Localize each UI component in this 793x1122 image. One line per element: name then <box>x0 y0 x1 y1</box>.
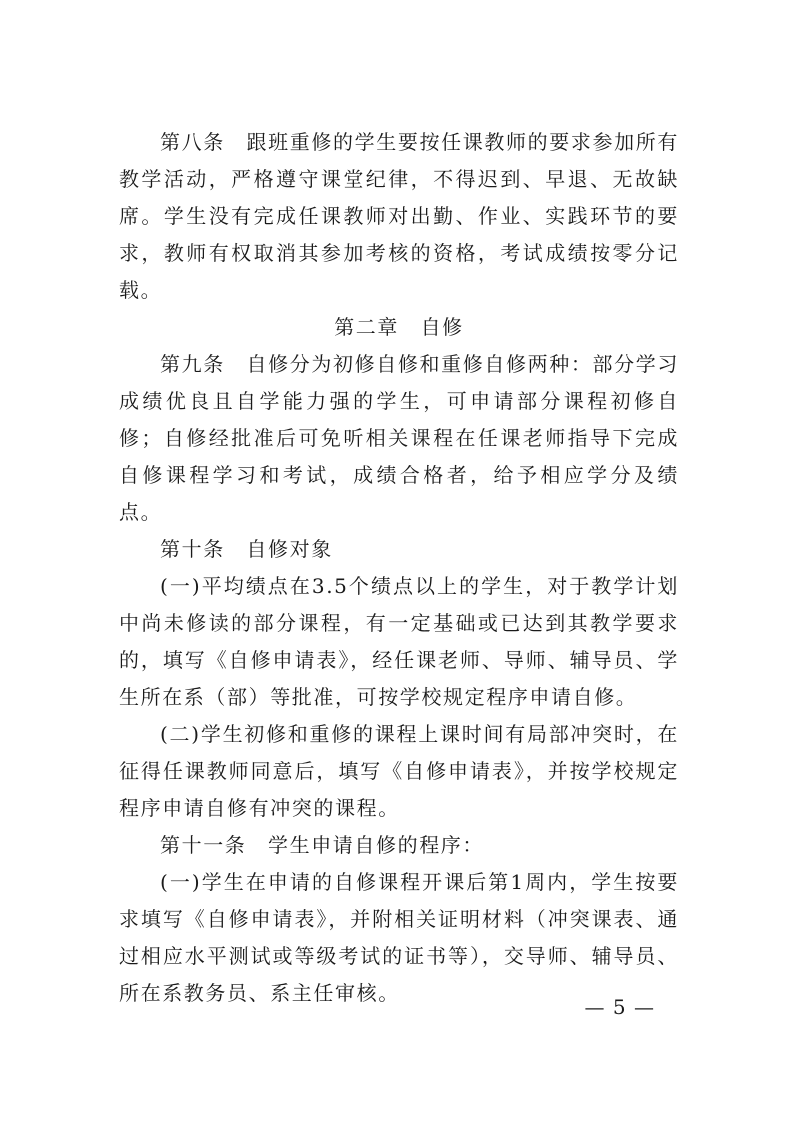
document-body <box>119 124 679 1012</box>
chapter-heading: 第二章 自修 <box>334 315 464 339</box>
article-8-paragraph: 第八条 跟班重修的学生要按任课教师的要求参加所有教学活动，严格遵守课堂纪律，不得迟到、早退、无故缺席。学生没有完成任课教师对出勤、作业、实践环节的要求，教师有权取消其参加考核的资格，考试成绩按零分记载。 <box>119 130 679 302</box>
article-11-heading: 第十一条 学生申请自修的程序： <box>160 833 484 857</box>
article-10-item-2: (二)学生初修和重修的课程上课时间有局部冲突时，在征得任课教师同意后，填写《自修申请表》，并按学校规定程序申请自修有冲突的课程。 <box>119 722 679 820</box>
article-10-heading: 第十条 自修对象 <box>160 537 333 561</box>
article-9-paragraph: 第九条 自修分为初修自修和重修自修两种：部分学习成绩优良且自学能力强的学生，可申请部分课程初修自修；自修经批准后可免听相关课程在任课老师指导下完成自修课程学习和考试，成绩合格者，给予相应学分及绩点。 <box>119 352 679 524</box>
page-number: — 5 — <box>584 995 655 1019</box>
article-10-item-1: (一)平均绩点在3.5个绩点以上的学生，对于教学计划中尚未修读的部分课程，有一定基础或已达到其教学要求的，填写《自修申请表》，经任课老师、导师、辅导员、学生所在系（部）等批准，可按学校规定程序申请自修。 <box>119 574 679 709</box>
article-11-item-1: (一)学生在申请的自修课程开课后第1周内，学生按要求填写《自修申请表》，并附相关证明材料（冲突课表、通过相应水平测试或等级考试的证书等），交导师、辅导员、所在系教务员、系主任审核。 <box>119 870 679 1005</box>
